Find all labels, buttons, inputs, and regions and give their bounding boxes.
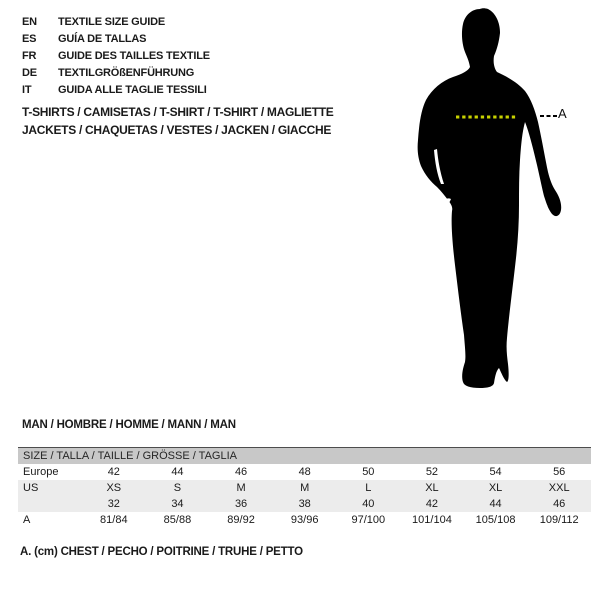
cell: 85/88 bbox=[163, 514, 192, 526]
lang-title: TEXTILE SIZE GUIDE bbox=[58, 16, 166, 28]
cell: XL bbox=[488, 482, 503, 494]
lang-row-en bbox=[22, 14, 210, 31]
cell: 48 bbox=[298, 466, 311, 478]
cell: 109/112 bbox=[539, 514, 579, 526]
cell: M bbox=[236, 482, 246, 494]
lang-code: FR bbox=[22, 50, 37, 62]
cell: 36 bbox=[234, 498, 248, 510]
cell: XXL bbox=[548, 482, 570, 494]
cell: 101/104 bbox=[412, 514, 452, 526]
measurement-footnote: A. (cm) CHEST / PECHO / POITRINE / TRUHE / PETTO bbox=[20, 546, 303, 558]
table-row-us-numbers bbox=[18, 496, 591, 512]
table-row-us-letters bbox=[18, 480, 591, 496]
cell: 105/108 bbox=[475, 514, 516, 526]
cell: 44 bbox=[171, 466, 184, 478]
lang-title: GUIDE DES TAILLES TEXTILE bbox=[58, 50, 210, 62]
cell: 44 bbox=[489, 498, 502, 510]
lang-title: GUIDA ALLE TAGLIE TESSILI bbox=[58, 84, 207, 96]
row-label bbox=[18, 496, 82, 512]
lang-row-fr bbox=[22, 48, 210, 65]
row-label: US bbox=[23, 482, 39, 494]
size-table bbox=[18, 447, 591, 529]
hand-hip-gap-notch bbox=[440, 198, 451, 209]
cell: 32 bbox=[107, 498, 120, 510]
thumb-gap-notch bbox=[545, 205, 548, 210]
lang-title: GUÍA DE TALLAS bbox=[58, 33, 147, 45]
measurement-a-label: A bbox=[558, 106, 567, 121]
cell: 42 bbox=[425, 498, 439, 510]
garment-line-jackets: JACKETS / CHAQUETAS / VESTES / JACKEN / GIACCHE bbox=[22, 122, 332, 137]
cell: 56 bbox=[553, 466, 566, 478]
cell: 42 bbox=[107, 466, 120, 478]
man-silhouette-svg bbox=[390, 0, 600, 410]
lang-code: EN bbox=[22, 16, 37, 28]
row-label: Europe bbox=[23, 466, 59, 478]
lang-code: IT bbox=[22, 84, 32, 96]
cell: 46 bbox=[234, 466, 248, 478]
row-label: A bbox=[23, 514, 31, 526]
cell: 40 bbox=[362, 498, 375, 510]
lang-title: TEXTILGRÖßENFÜHRUNG bbox=[58, 67, 195, 79]
lang-code: DE bbox=[22, 67, 37, 79]
lang-row-it bbox=[22, 82, 210, 99]
cell: S bbox=[173, 482, 182, 494]
cell: 50 bbox=[362, 466, 375, 478]
cell: M bbox=[300, 482, 310, 494]
size-table-header: SIZE / TALLA / TAILLE / GRÖSSE / TAGLIA bbox=[18, 448, 591, 464]
cell: 52 bbox=[425, 466, 439, 478]
cell: L bbox=[365, 482, 372, 494]
section-heading-man: MAN / HOMBRE / HOMME / MANN / MAN bbox=[22, 419, 236, 431]
garment-line-tshirts: T-SHIRTS / CAMISETAS / T-SHIRT / T-SHIRT / MAGLIETTE bbox=[22, 105, 334, 119]
table-row-a-chest bbox=[18, 512, 591, 529]
cell: 38 bbox=[298, 498, 311, 510]
cell: 34 bbox=[171, 498, 184, 510]
cell: 97/100 bbox=[351, 514, 386, 526]
cell: XS bbox=[106, 482, 122, 494]
cell: 89/92 bbox=[227, 514, 255, 526]
cell: XL bbox=[425, 482, 439, 494]
cell: 46 bbox=[553, 498, 566, 510]
cell: 54 bbox=[489, 466, 502, 478]
cell: 93/96 bbox=[290, 514, 319, 526]
language-title-list bbox=[22, 14, 210, 99]
man-silhouette-figure bbox=[390, 0, 600, 410]
cell: 81/84 bbox=[100, 514, 128, 526]
lang-row-de bbox=[22, 65, 210, 82]
garment-types bbox=[22, 104, 334, 139]
lang-code: ES bbox=[22, 33, 37, 45]
man-silhouette-path bbox=[418, 8, 562, 388]
lang-row-es bbox=[22, 31, 210, 48]
table-row-europe bbox=[18, 464, 591, 480]
